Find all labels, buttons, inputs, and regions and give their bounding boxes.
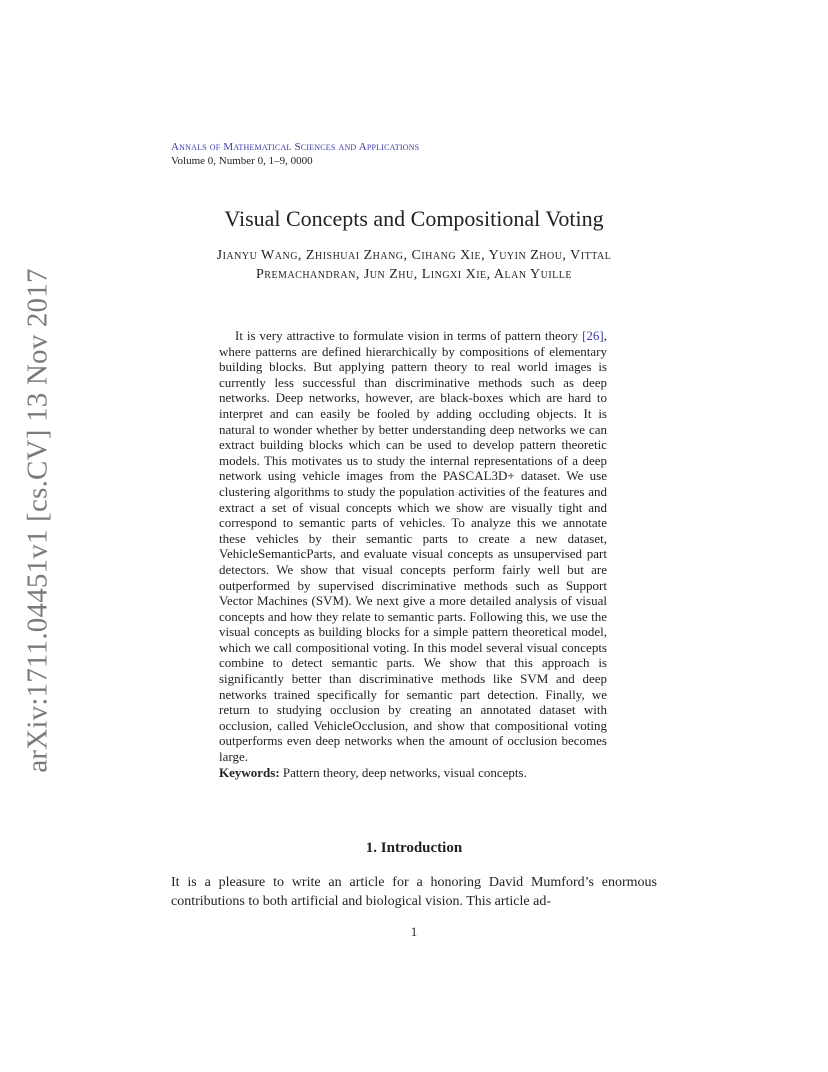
keywords-text: Pattern theory, deep networks, visual concepts. [279, 764, 527, 780]
abstract-text-rest: , where patterns are defined hierarchically by compositions of elementary building blocks. But applying pattern theory to real world images is currently less successful than discriminative methods such as deep networks. Deep networks, however, are black-boxes which are hard to interpret and can easily be fooled by adding occluding objects. It is natural to wonder whether by better understanding deep networks we can extract building blocks which can be used to develop pattern theoretic models. This motivates us to study the internal representations of a deep network using vehicle images from the PASCAL3D+ dataset. We use clustering algorithms to study the population activities of the features and extract a set of visual concepts which we show are visually tight and correspond to semantic parts of vehicles. To analyze this we annotate these vehicles by their semantic parts to create a new dataset, VehicleSemanticParts, and evaluate visual concepts as unsupervised part detectors. We show that visual concepts perform fairly well but are outperformed by supervised discriminative methods such as Support Vector Machines (SVM). We next give a more detailed analysis of visual concepts and how they relate to semantic parts. Following this, we use the visual concepts as building blocks for a simple pattern theoretical model, which we call compositional voting. In this model several visual concepts combine to detect semantic parts. We show that this approach is significantly better than discriminative methods like SVM and deep networks trained specifically for semantic part detection. Finally, we return to studying occlusion by creating an annotated dataset with occlusion, called VehicleOcclusion, and show that compositional voting outperforms even deep networks when the amount of occlusion becomes large. [219, 328, 607, 765]
journal-name[interactable]: Annals of Mathematical Sciences and Applications [171, 141, 420, 153]
journal-volume: Volume 0, Number 0, 1–9, 0000 [171, 155, 313, 167]
keywords [219, 765, 607, 781]
arxiv-stamp-text: arXiv:1711.04451v1 [cs.CV] 13 Nov 2017 [21, 267, 54, 773]
keywords-label: Keywords: [219, 764, 280, 780]
section-heading: 1. Introduction [365, 840, 463, 856]
abstract-text-start: It is very attractive to formulate vision in terms of pattern theory [235, 328, 583, 343]
page-number: 1 [410, 924, 418, 939]
arxiv-stamp [18, 267, 58, 773]
introduction-text [171, 873, 657, 911]
author-list [171, 246, 657, 284]
abstract [219, 328, 607, 780]
paper-title: Visual Concepts and Compositional Voting [224, 206, 604, 231]
citation-link[interactable]: [26] [582, 328, 604, 343]
author-line-2: Premachandran, Jun Zhu, Lingxi Xie, Alan Yuille [255, 267, 573, 282]
journal-header [171, 140, 419, 168]
abstract-paragraph [219, 328, 607, 765]
author-line-1: Jianyu Wang, Zhishuai Zhang, Cihang Xie, Yuyin Zhou, Vittal [216, 248, 612, 263]
intro-paragraph: It is a pleasure to write an article for a honoring David Mumford’s enormous contributions to both artificial and biological vision. This article ad- [171, 875, 657, 909]
